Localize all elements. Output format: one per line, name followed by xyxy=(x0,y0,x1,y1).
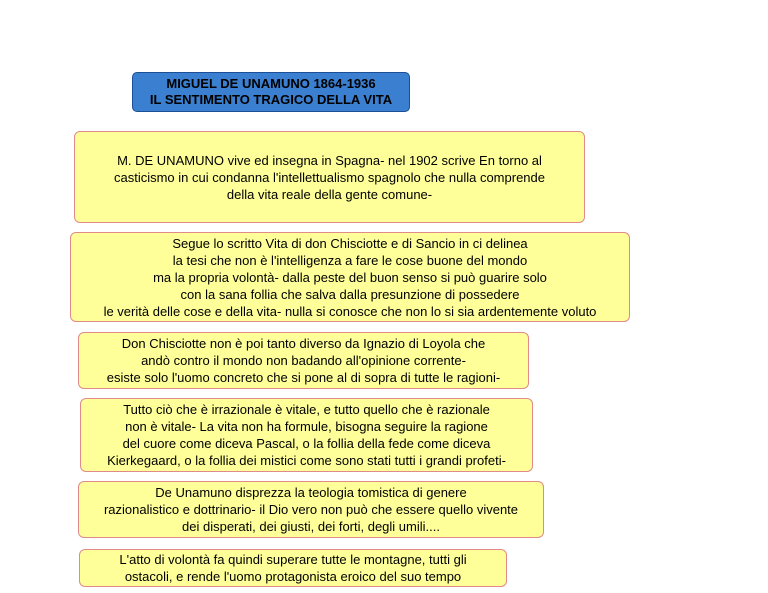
note-line: del cuore come diceva Pascal, o la follia della fede come diceva xyxy=(122,436,491,451)
note-line: Tutto ciò che è irrazionale è vitale, e tutto quello che è razionale xyxy=(123,402,490,417)
note-line: ostacoli, e rende l'uomo protagonista eroico del suo tempo xyxy=(124,569,462,584)
note-volonta xyxy=(79,549,507,587)
note-line: non è vitale- La vita non ha formule, bisogna seguire la ragione xyxy=(125,419,488,434)
note-teologia xyxy=(78,481,544,538)
title-line-1: MIGUEL DE UNAMUNO 1864-1936 xyxy=(166,76,376,91)
note-line: andò contro il mondo non badando all'opinione corrente- xyxy=(141,353,466,368)
note-line: esiste solo l'uomo concreto che si pone al di sopra di tutte le ragioni- xyxy=(106,370,501,385)
note-line: della vita reale della gente comune- xyxy=(226,186,433,202)
title-line-2: IL SENTIMENTO TRAGICO DELLA VITA xyxy=(149,92,393,107)
note-line: con la sana follia che salva dalla presunzione di possedere xyxy=(180,286,520,302)
note-unamuno-intro xyxy=(74,131,585,223)
note-don-chisciotte xyxy=(70,232,630,322)
note-line: Kierkegaard, o la follia dei mistici come sono stati tutti i grandi profeti- xyxy=(107,453,506,468)
note-line: casticismo in cui condanna l'intellettualismo spagnolo che nulla comprende xyxy=(113,169,545,185)
note-line: le verità delle cose e della vita- nulla si conosce che non lo si sia ardentemente voluto xyxy=(103,303,597,319)
note-line: De Unamuno disprezza la teologia tomistica di genere xyxy=(155,485,467,500)
title-node xyxy=(132,72,410,112)
note-line: Segue lo scritto Vita di don Chisciotte e di Sancio in ci delinea xyxy=(172,235,528,251)
note-loyola xyxy=(78,332,529,389)
note-line: dei disperati, dei giusti, dei forti, degli umili.... xyxy=(182,519,440,534)
note-line: la tesi che non è l'intelligenza a fare le cose buone del mondo xyxy=(172,252,528,268)
note-line: Don Chisciotte non è poi tanto diverso da Ignazio di Loyola che xyxy=(121,336,486,351)
note-line: L'atto di volontà fa quindi superare tutte le montagne, tutti gli xyxy=(119,552,467,567)
note-line: ma la propria volontà- dalla peste del buon senso si può guarire solo xyxy=(153,269,547,285)
note-irrazionale xyxy=(80,398,533,472)
note-line: M. DE UNAMUNO vive ed insegna in Spagna- nel 1902 scrive En torno al xyxy=(117,152,542,168)
note-line: razionalistico e dottrinario- il Dio vero non può che essere quello vivente xyxy=(103,502,519,517)
